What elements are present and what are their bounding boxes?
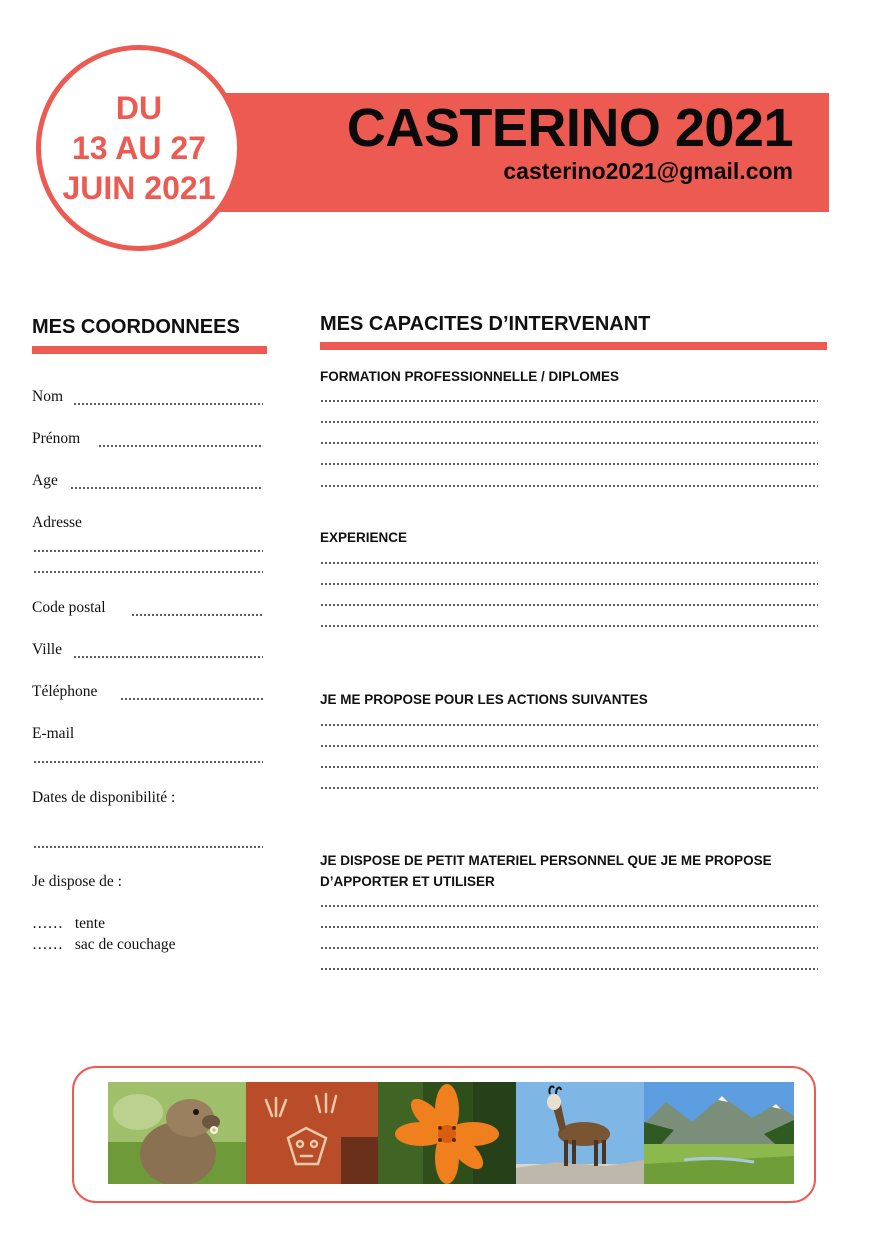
capacites-underline	[320, 342, 827, 350]
materiel-heading-line-2: D’APPORTER ET UTILISER	[320, 874, 495, 889]
equipment-item-sac[interactable]	[32, 936, 176, 954]
formation-line[interactable]	[320, 463, 818, 465]
formation-line[interactable]	[320, 485, 818, 487]
date-badge	[36, 45, 242, 251]
equipment-label: tente	[74, 915, 105, 932]
event-title: CASTERINO 2021	[346, 98, 793, 158]
rock-engraving-photo	[246, 1082, 378, 1184]
code-postal-field[interactable]	[131, 614, 263, 616]
nom-field[interactable]	[73, 403, 263, 405]
je-dispose-label: Je dispose de :	[32, 873, 122, 890]
actions-line[interactable]	[320, 724, 818, 726]
date-line: 13 AU 27	[72, 130, 206, 166]
adresse-field-line-2[interactable]	[33, 571, 263, 573]
title-banner	[214, 93, 829, 212]
formation-line[interactable]	[320, 400, 818, 402]
equipment-checkmark: ……	[32, 915, 63, 932]
experience-line[interactable]	[320, 604, 818, 606]
code-postal-label: Code postal	[32, 599, 106, 616]
telephone-field[interactable]	[120, 698, 263, 700]
dates-label: Dates de disponibilité :	[32, 789, 176, 806]
ville-field[interactable]	[73, 656, 263, 658]
experience-line[interactable]	[320, 583, 818, 585]
equipment-item-tente[interactable]	[32, 915, 105, 933]
formation-line[interactable]	[320, 421, 818, 423]
materiel-line[interactable]	[320, 905, 818, 907]
orange-lily-photo	[378, 1082, 516, 1184]
formation-heading: FORMATION PROFESSIONNELLE / DIPLOMES	[320, 369, 620, 384]
photo-strip	[108, 1082, 794, 1184]
age-label: Age	[32, 472, 58, 489]
mountain-valley-photo	[644, 1082, 794, 1184]
actions-heading: JE ME PROPOSE POUR LES ACTIONS SUIVANTES	[320, 692, 648, 707]
actions-line[interactable]	[320, 766, 818, 768]
materiel-line[interactable]	[320, 926, 818, 928]
contact-email[interactable]: casterino2021@gmail.com	[503, 158, 793, 184]
capacites-heading: MES CAPACITES D’INTERVENANT	[320, 313, 651, 335]
prenom-label: Prénom	[32, 430, 81, 447]
date-line: DU	[115, 90, 163, 126]
materiel-line[interactable]	[320, 947, 818, 949]
coordonnees-underline	[32, 346, 267, 354]
prenom-field[interactable]	[98, 445, 263, 447]
materiel-heading-line-1: JE DISPOSE DE PETIT MATERIEL PERSONNEL QUE JE ME PROPOSE	[320, 853, 772, 868]
materiel-heading	[320, 850, 772, 892]
adresse-label: Adresse	[32, 514, 82, 531]
coordonnees-heading: MES COORDONNEES	[32, 316, 240, 338]
actions-line[interactable]	[320, 745, 818, 747]
materiel-line[interactable]	[320, 968, 818, 970]
dates-field[interactable]	[33, 846, 263, 848]
equipment-checkmark: ……	[32, 936, 63, 953]
chamois-photo	[516, 1082, 644, 1184]
email-label: E-mail	[32, 725, 75, 742]
email-field[interactable]	[33, 761, 263, 763]
marmot-photo	[108, 1082, 246, 1184]
experience-heading: EXPERIENCE	[320, 530, 408, 545]
actions-line[interactable]	[320, 787, 818, 789]
experience-line[interactable]	[320, 562, 818, 564]
formation-line[interactable]	[320, 442, 818, 444]
telephone-label: Téléphone	[32, 683, 98, 700]
experience-line[interactable]	[320, 625, 818, 627]
nom-label: Nom	[32, 388, 63, 405]
equipment-label: sac de couchage	[74, 936, 176, 953]
date-line: JUIN 2021	[62, 170, 216, 206]
age-field[interactable]	[70, 487, 263, 489]
ville-label: Ville	[32, 641, 63, 658]
adresse-field-line-1[interactable]	[33, 550, 263, 552]
